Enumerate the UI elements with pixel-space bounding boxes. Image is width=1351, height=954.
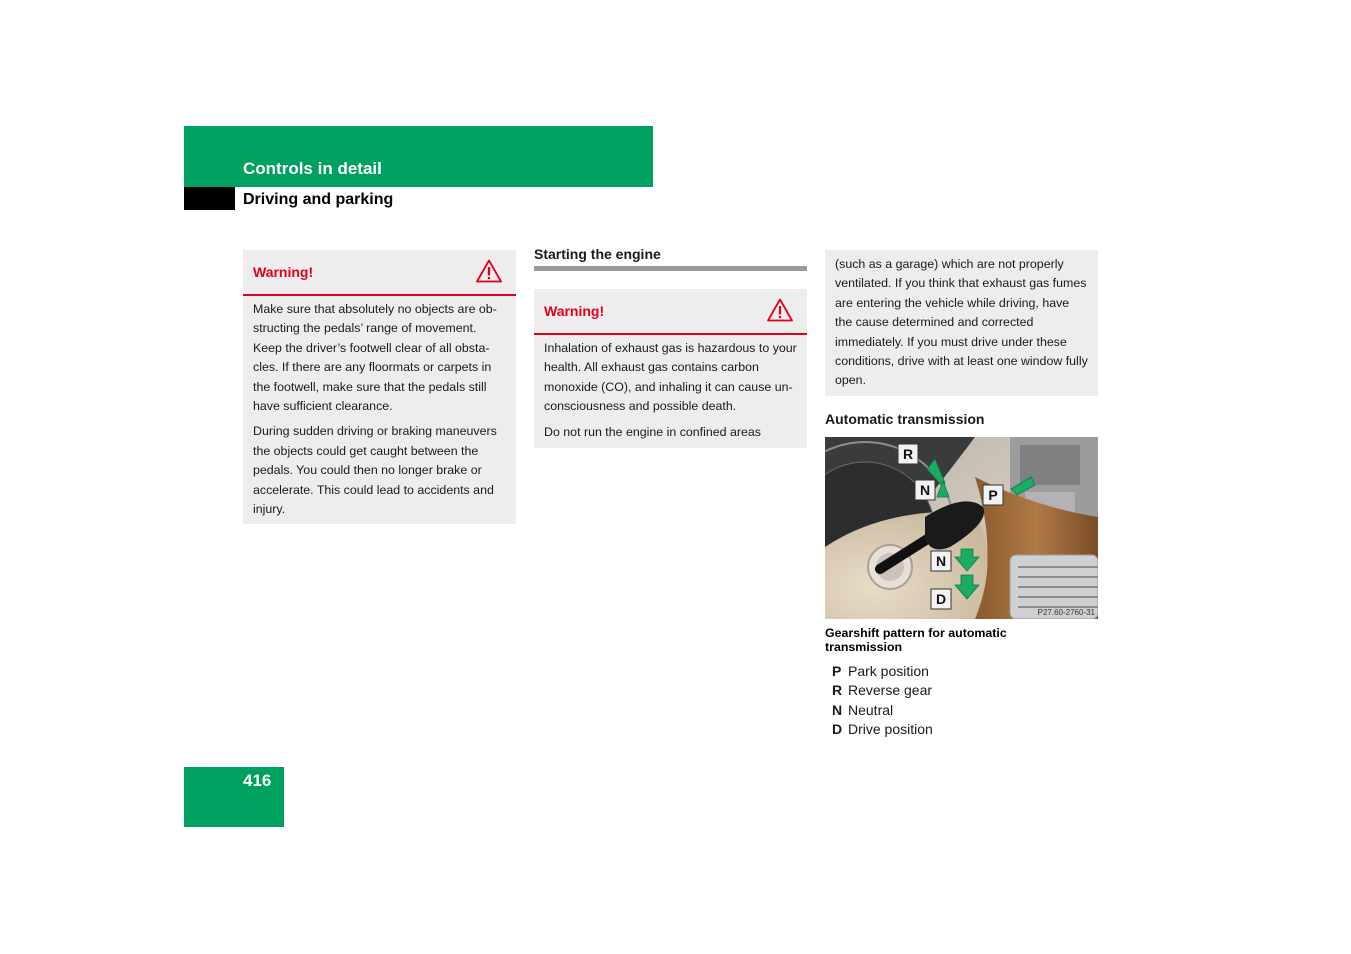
legend-item — [832, 720, 933, 739]
warning-paragraph: (such as a garage) which are not properly ventilated. If you think that exhaust gas fumes are entering the vehicle while driving, have the cause determined and corrected immediately. If you must drive under these conditions, drive with at least one window fully open. — [835, 257, 1088, 388]
legend-key: D — [832, 721, 843, 738]
legend-text: Drive position — [848, 721, 933, 738]
heading-rule — [534, 266, 807, 271]
legend-key: P — [832, 663, 842, 679]
gearshift-illustration — [825, 437, 1098, 619]
warning-body — [825, 250, 1098, 403]
page-number: 416 — [243, 771, 272, 790]
legend-text: Reverse gear — [848, 682, 933, 699]
warning-paragraph: During sudden driving or braking maneuvers the objects could get caught between the pedals. You could then no longer brake or accelerate. This could lead to accidents and injury. — [253, 424, 497, 517]
warning-paragraph: Do not run the engine in confined areas — [544, 424, 761, 439]
gear-label-n-top: N — [919, 482, 931, 498]
warning-box-exhaust — [534, 289, 807, 448]
warning-paragraph: Make sure that absolutely no objects are ob-structing the pedals’ range of movement. Keep the driver’s footwell clear of all obsta-cles. If there are any floormats or carpets in the footwell, make sure that the pedals still have sufficient clearance. — [253, 302, 497, 414]
warning-label: Warning! — [253, 264, 314, 280]
photo-code: P27.60-2760-31 — [1037, 608, 1095, 617]
section-heading-starting-engine: Starting the engine — [534, 246, 661, 262]
legend-text: Park position — [848, 663, 929, 679]
gear-label-p: P — [988, 487, 998, 503]
section-heading-automatic-transmission: Automatic transmission — [825, 411, 985, 427]
chapter-title: Controls in detail — [243, 159, 382, 178]
warning-header — [243, 250, 516, 296]
legend-item — [832, 681, 933, 700]
warning-body — [243, 296, 516, 531]
warning-label: Warning! — [544, 303, 605, 319]
figure-caption: Gearshift pattern for automatic transmission — [825, 626, 1007, 654]
legend-item — [832, 701, 933, 720]
legend-text: Neutral — [848, 701, 894, 718]
warning-paragraph: Inhalation of exhaust gas is hazardous to your health. All exhaust gas contains carbon monoxide (CO), and inhaling it can cause un-consciousness and possible death. — [544, 341, 797, 414]
warning-header — [534, 289, 807, 335]
warning-triangle-icon — [476, 259, 502, 283]
legend-key: R — [832, 682, 843, 699]
gear-label-d: D — [935, 591, 947, 607]
warning-triangle-icon — [767, 298, 793, 322]
gearshift-photo — [825, 437, 1098, 619]
section-marker — [184, 187, 235, 210]
legend-key: N — [832, 701, 843, 718]
warning-box-pedals — [243, 250, 516, 524]
warning-body — [534, 335, 807, 454]
section-subtitle: Driving and parking — [243, 191, 394, 208]
legend-item — [832, 662, 933, 681]
warning-box-continued — [825, 250, 1098, 396]
gear-label-r: R — [902, 446, 914, 462]
gear-label-n-bottom: N — [935, 553, 947, 569]
gear-legend — [832, 662, 933, 740]
